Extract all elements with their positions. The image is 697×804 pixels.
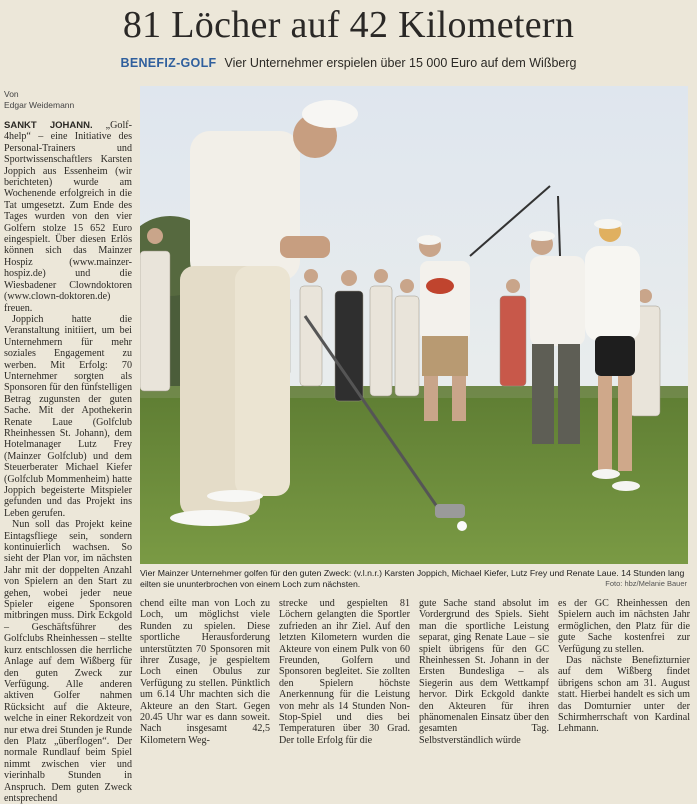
dateline: SANKT JOHANN.: [4, 120, 93, 131]
col3-text: strecke und gespielten 81 Löchern gelangten die Sportler zufrieden an ihr Ziel. Auf den letzten Kilometern wurden die Akteure von einem Pulk von 60 Freunden, Golfern und Sponsoren begleitet. Sie zollten den Spielern höchste Anerkennung für die Leistung von mehr als 14 Stunden Non-Stop-Spiel und dies bei Temperaturen über 30 Grad. Der tolle Erfolg für die: [279, 598, 410, 746]
paragraph-3: Nun soll das Projekt keine Eintagsfliege sein, sondern kontinuierlich wachsen. So sieht der Plan vor, im nächsten Jahr mit der doppelten Anzahl von Spielern an den Start zu gehen, wobei jeder neue Spieler eigene Sponsoren mitbringen muss. Dirk Eckgold – Geschäftsführer des Golfclubs Rheinhessen – stellte kurz entschlossen die herrliche Anlage auf dem Wißberg für den guten Zweck zur Verfügung. Alle anderen aktiven Golfer nahmen Rücksicht auf die Akteure, welche in einer Rekordzeit von nur etwa drei Stunden je Runde den Platz „überflogen“. Der normale Rundlauf beim Spiel nimmt zwischen vier und vierinhalb Stunden in Anspruch. Dem guten Zweck entsprechend: [4, 519, 132, 804]
subheadline-line: [0, 56, 697, 70]
photo-credit: Foto: hbz/Melanie Bauer: [605, 579, 687, 588]
byline-author: Edgar Weidemann: [4, 100, 75, 110]
paragraph-1: [4, 120, 132, 314]
paragraph-2: Joppich hatte die Veranstaltung initiiert, um bei Unternehmern für mehr soziales Engagement zu werben. Mit Erfolg: 70 Unternehmer sorgten als Sponsoren für den fünfstelligen Betrag zugunsten der guten Sache. Mit der Apothekerin Renate Laue (Golfclub Rheinhessen St. Johann), dem Hotelmanager Lutz Frey (Mainzer Golfclub) und dem Steuerberater Michael Kiefer (Golfclub Mommenheim) hatte Joppich begeisterte Mitspieler gefunden und das Projekt ins Leben gerufen.: [4, 313, 132, 519]
byline-prefix: Von: [4, 89, 19, 99]
headline: 81 Löcher auf 42 Kilometern: [122, 4, 575, 46]
col5-paragraph-1: es der GC Rheinhessen den Spielern auch im nächsten Jahr ermöglichen, den Platz für die gute Sache kostenfrei zur Verfügung zu stellen.: [558, 598, 690, 655]
col4-text: gute Sache stand absolut im Vordergrund des Spiels. Sieht man die sportliche Leistung separat, ging Renate Laue – sie spielt übrigens für den GC Rheinhessen St. Johann in der Ersten Bundesliga – als Siegerin aus dem Wettkampf hervor. Dirk Eckgold dankte den Akteuren für ihren phänomenalen Einsatz über den gesamten Tag. Selbstverständlich würde: [419, 598, 549, 746]
col2-text: chend eilte man von Loch zu Loch, um möglichst viele Runden zu spielen. Diese sportliche Herausforderung unterstützten 70 Sponsoren mit ihrer Zusage, je gespieltem Loch einen Obulus zur Verfügung zu stellen. Pünktlich um 6.14 Uhr machten sich die Akteure an den Start. Gegen 20.45 Uhr war es dann soweit. Nach insgesamt 42,5 Kilometern Weg-: [140, 598, 270, 746]
article-column-1: [4, 120, 132, 804]
article-column-3: [279, 598, 410, 746]
byline: [4, 89, 134, 111]
photo-caption: Vier Mainzer Unternehmer golfen für den guten Zweck: (v.l.n.r.) Karsten Joppich, Michael Kiefer, Lutz Frey und Renate Laue. 14 Stunden lang eilten sie ununterbrochen von einem Loch zum nächsten.: [140, 568, 685, 589]
article-column-2: [140, 598, 270, 746]
paragraph-1-text: „Golf-4help“ – eine Initiative des Personal-Trainers und Sportwissenschaftlers Karsten Joppich aus Essenheim (wir berichteten) wurde am Wochenende erfolgreich in die Tat umgesetzt. Zum Ende des Tages wurden von den vier Golfern stolze 15 652 Euro eingespielt. Über diesen Erlös können sich das Mainzer Hospiz (www.mainzer-hospiz.de) und die Wiesbadener Clowndoktoren (www.clown-doktoren.de) freuen.: [4, 120, 132, 314]
col5-paragraph-2: Das nächste Benefizturnier auf dem Wißberg findet übrigens schon am 31. August statt. Hierbei handelt es sich um das Domturnier unter der Schirmherrschaft von Kardinal Lehmann.: [558, 655, 690, 735]
article-photo: [140, 86, 688, 564]
article-column-5: [558, 598, 690, 735]
kicker: BENEFIZ-GOLF: [120, 56, 217, 70]
article-column-4: [419, 598, 549, 746]
subheadline: Vier Unternehmer erspielen über 15 000 Euro auf dem Wißberg: [224, 56, 577, 70]
golf-scene-illustration: [140, 86, 688, 564]
